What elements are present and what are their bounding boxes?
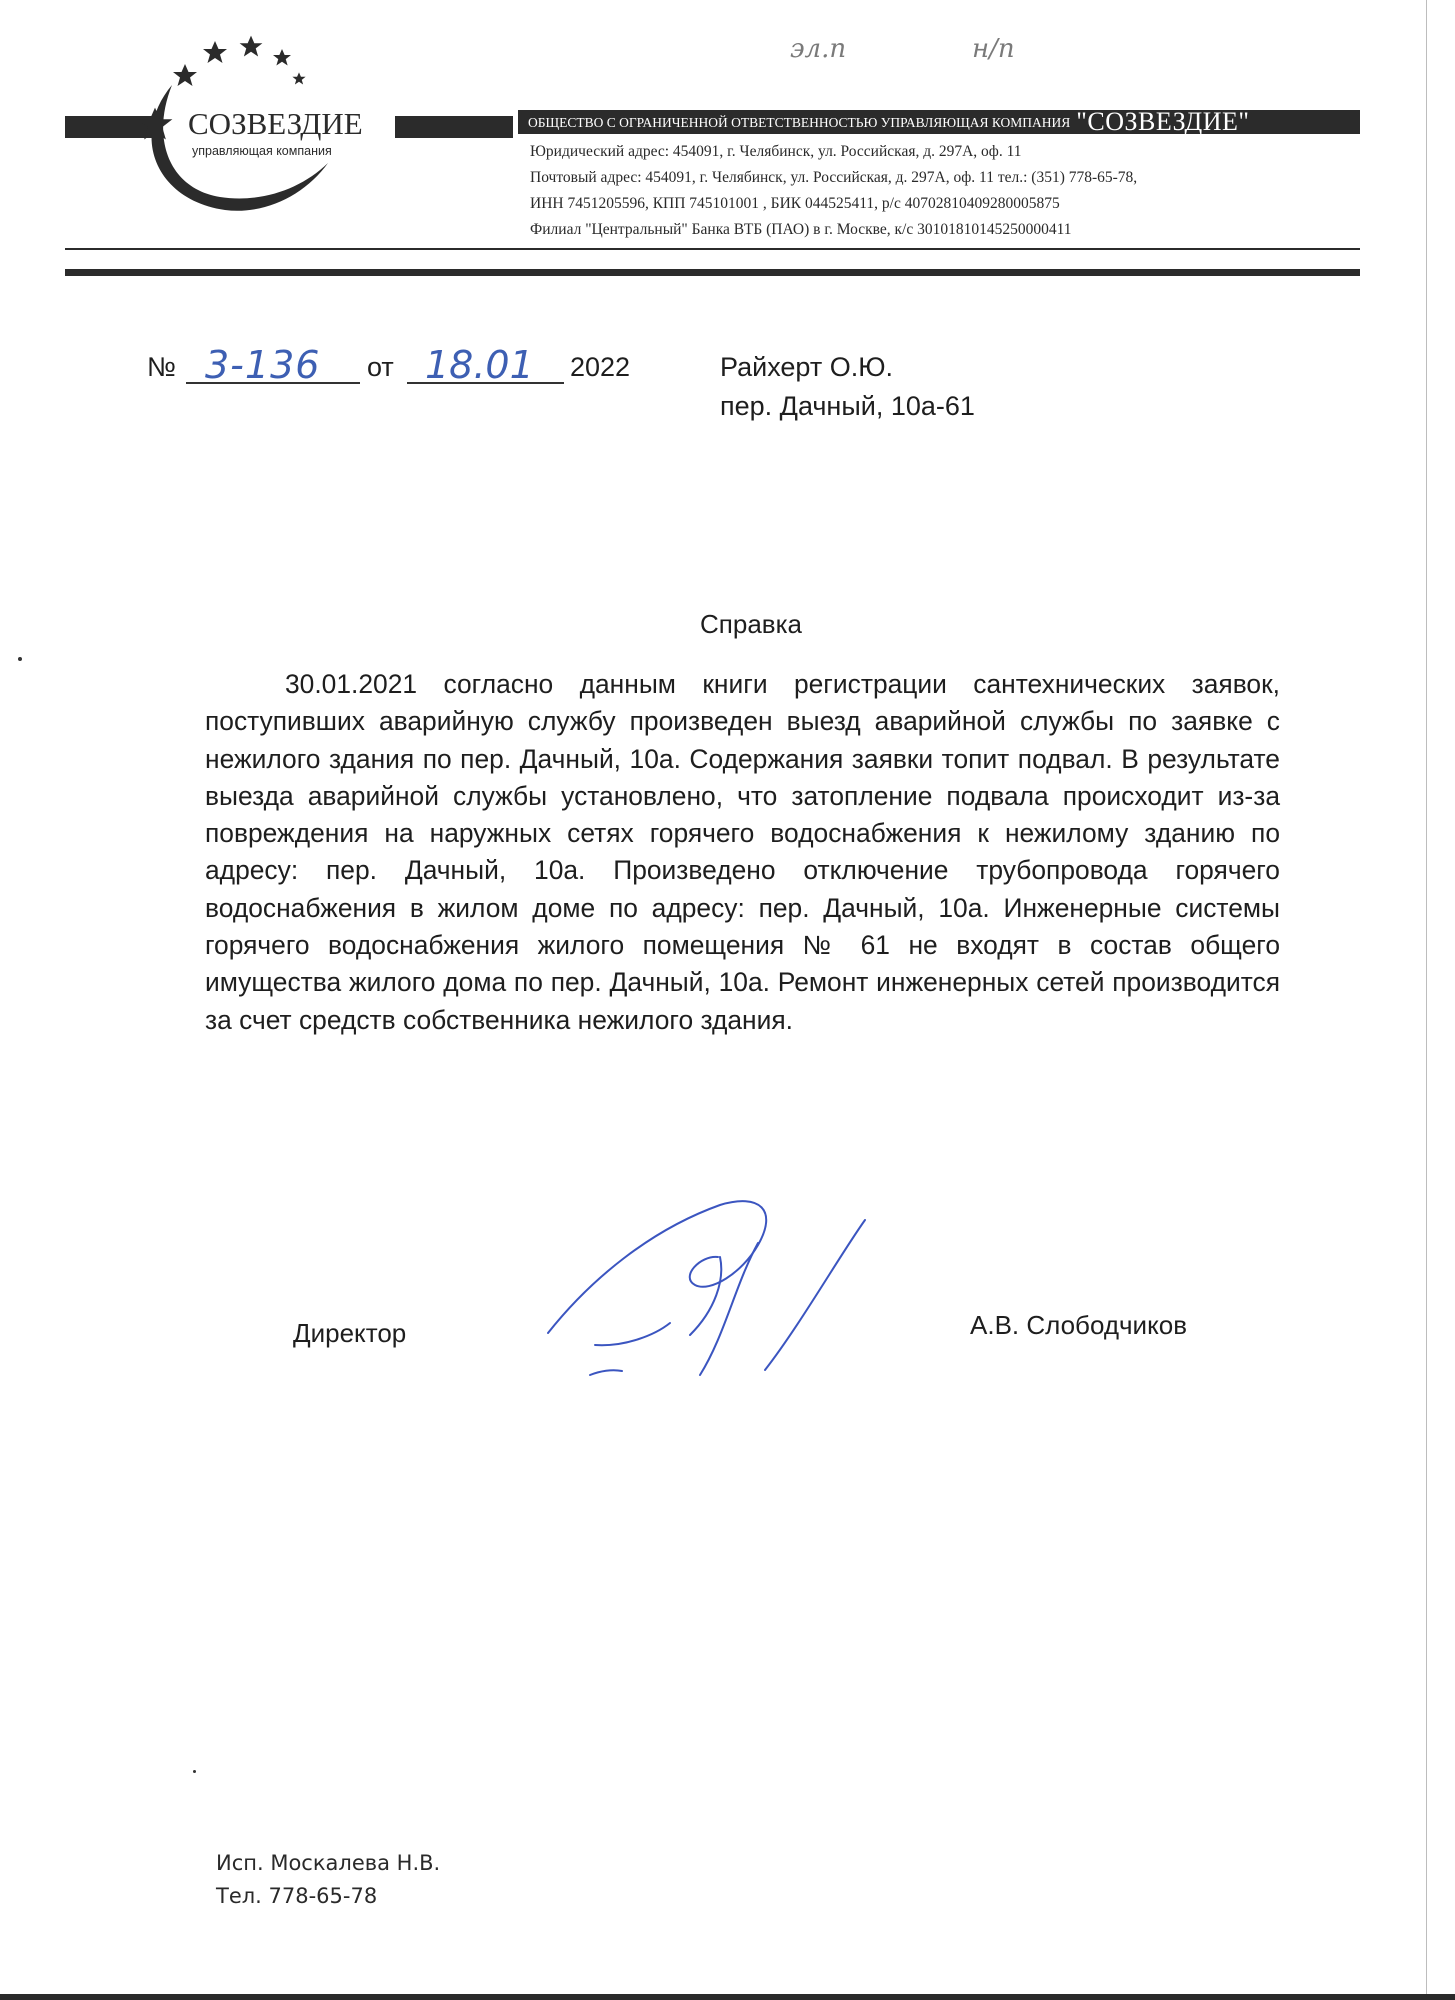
bank-branch: Филиал "Центральный" Банка ВТБ (ПАО) в г. Москве, к/с 30101810145250000411	[530, 221, 1072, 238]
handwritten-note-right: н/п	[972, 34, 1015, 64]
company-logo	[60, 25, 400, 225]
scan-speck	[18, 657, 22, 661]
header-divider-thin	[65, 248, 1360, 250]
executor: Исп. Москалева Н.В.	[216, 1851, 441, 1875]
logo-name: СОЗВЕЗДИЕ	[188, 106, 363, 141]
scan-edge	[1426, 0, 1427, 2000]
postal-address: Почтовый адрес: 454091, г. Челябинск, ул. Российская, д. 297А, оф. 11 тел.: (351) 778-65-78,	[530, 169, 1138, 186]
date-label: от	[367, 352, 394, 382]
registration-year: 2022	[570, 352, 631, 382]
bank-ids: ИНН 7451205596, КПП 745101001 , БИК 044525411, р/с 40702810409280005875	[530, 195, 1060, 212]
registration-number: 3-136	[205, 343, 321, 387]
handwritten-signature	[520, 1185, 890, 1385]
signer-role: Директор	[293, 1318, 407, 1348]
number-label: №	[147, 352, 176, 382]
document-body: 30.01.2021 согласно данным книги регистрации сантехнических заявок, поступивших аварийную службу произведен выезд аварийной службы по заявке с нежилого здания по пер. Дачный, 10а. Содержания заявки топит подвал. В результате выезда аварийной службы установлено, что затопление подвала происходит из-за повреждения на наружных сетях горячего водоснабжения к нежилому зданию по адресу: пер. Дачный, 10а. Произведено отключение трубопровода горячего водоснабжения в жилом доме по адресу: пер. Дачный, 10а. Инженерные системы горячего водоснабжения жилого помещения № 61 не входят в состав общего имущества жилого дома по пер. Дачный, 10а. Ремонт инженерных сетей производится за счет средств собственника нежилого здания.	[205, 669, 1280, 1035]
logo-subtitle: управляющая компания	[192, 144, 332, 158]
executor-phone: Тел. 778-65-78	[216, 1884, 378, 1908]
scan-bottom-edge	[0, 1994, 1455, 2000]
recipient-address: пер. Дачный, 10а-61	[720, 391, 975, 421]
handwritten-note-left: эл.п	[790, 34, 847, 64]
registration-date: 18.01	[425, 343, 534, 387]
logo-bar-middle	[395, 116, 513, 138]
scan-speck	[193, 1770, 196, 1773]
recipient-name: Райхерт О.Ю.	[720, 352, 893, 382]
signer-name: А.В. Слободчиков	[970, 1310, 1188, 1340]
legal-address: Юридический адрес: 454091, г. Челябинск, ул. Российская, д. 297А, оф. 11	[530, 143, 1022, 160]
header-divider-thick	[65, 269, 1360, 276]
company-name: "СОЗВЕЗДИЕ"	[1076, 110, 1250, 134]
document-title: Справка	[700, 609, 802, 639]
company-form: ОБЩЕСТВО С ОГРАНИЧЕННОЙ ОТВЕТСТВЕННОСТЬЮ УПРАВЛЯЮЩАЯ КОМПАНИЯ	[528, 115, 1071, 130]
company-name-band	[518, 110, 1360, 134]
